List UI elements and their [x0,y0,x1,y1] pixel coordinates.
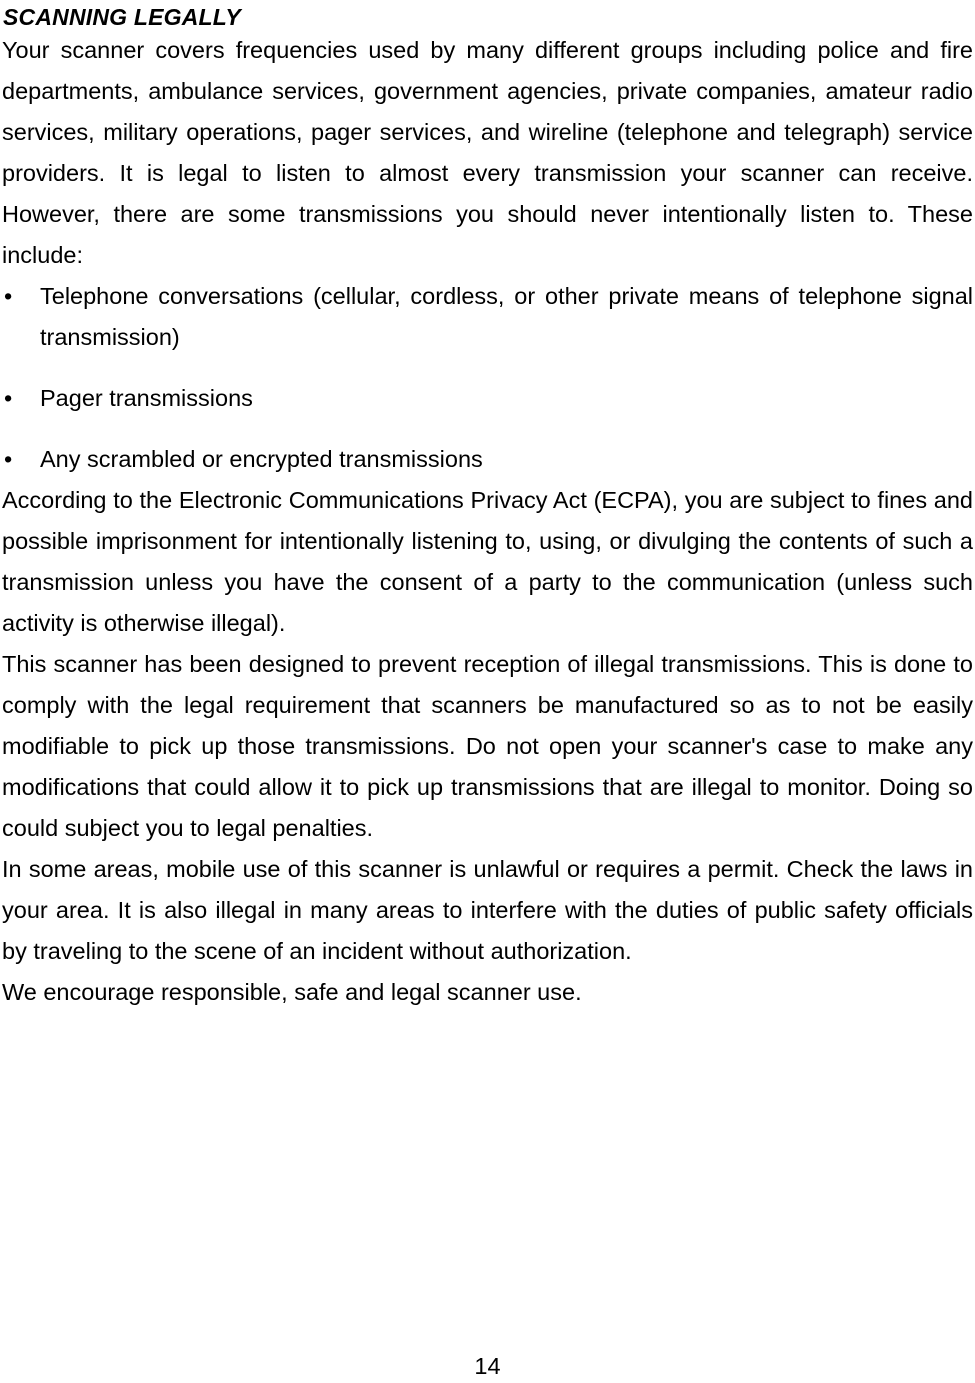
page-number: 14 [474,1353,501,1379]
paragraph-scanner-design: This scanner has been designed to prevent reception of illegal transmissions. This is done to comply with the legal requirement that scanners be manufactured so as to not be easily modifiable to pick up those transmissions. Do not open your scanner's case to make any modifications that could allow it to pick up transmissions that are illegal to monitor. Doing so could subject you to legal penalties. [2,651,973,841]
bullet-icon: • [4,385,13,411]
paragraph-closing: We encourage responsible, safe and legal scanner use. [2,979,582,1005]
list-item-text: Telephone conversations (cellular, cordless, or other private means of telephone signal transmission) [40,283,973,350]
bullet-icon: • [4,446,13,472]
list-item [2,439,973,480]
list-item-text: Pager transmissions [40,385,253,411]
page-content [2,0,973,1013]
paragraph-intro: Your scanner covers frequencies used by many different groups including police and fire departments, ambulance services, government agencies, private companies, amateur radio services, military operations, pager services, and wireline (telephone and telegraph) service providers. It is legal to listen to almost every transmission your scanner can receive. However, there are some transmissions you should never intentionally listen to. These include: [2,37,973,268]
paragraph-mobile-use: In some areas, mobile use of this scanner is unlawful or requires a permit. Check the laws in your area. It is also illegal in many areas to interfere with the duties of public safety officials by traveling to the scene of an incident without authorization. [2,856,973,964]
list-item-text: Any scrambled or encrypted transmissions [40,446,483,472]
section-heading: SCANNING LEGALLY [3,4,241,30]
list-item [2,276,973,358]
paragraph-ecpa: According to the Electronic Communications Privacy Act (ECPA), you are subject to fines and possible imprisonment for intentionally listening to, using, or divulging the contents of such a transmission unless you have the consent of a party to the communication (unless such activity is otherwise illegal). [2,487,973,636]
prohibited-transmissions-list [2,276,973,480]
bullet-icon: • [4,283,13,309]
list-item [2,378,973,419]
